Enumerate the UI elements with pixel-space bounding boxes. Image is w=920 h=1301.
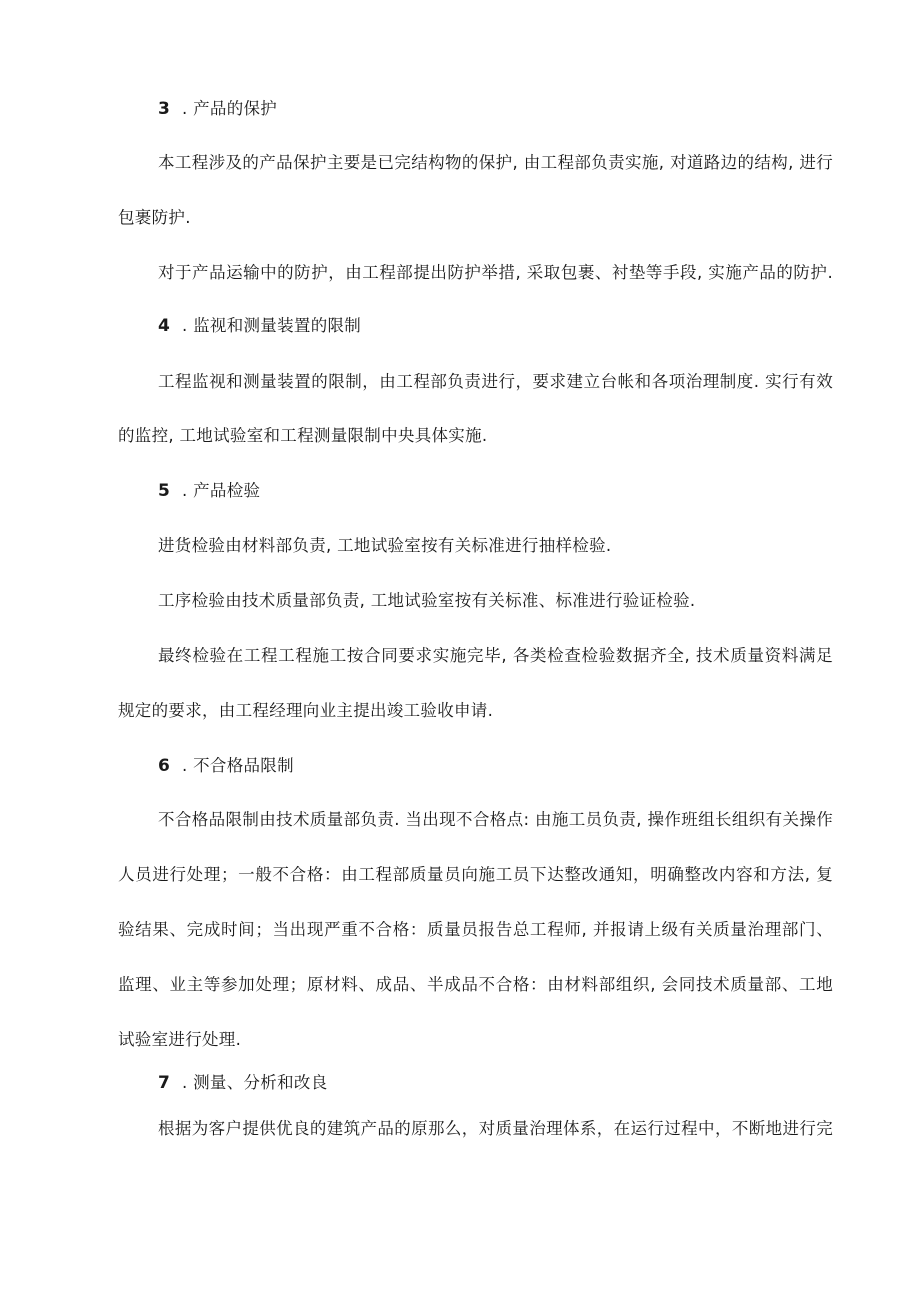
section-heading-6 (158, 754, 833, 778)
paragraph-line: 规定的要求，由工程经理向业主提出竣工验收申请. (118, 701, 494, 720)
section-title: . 监视和测量装置的限制 (182, 316, 362, 335)
section-title: . 测量、分析和改良 (182, 1073, 328, 1092)
section-heading-5 (158, 479, 833, 503)
section-number: 4 (158, 316, 171, 336)
paragraph-line: 工程监视和测量装置的限制，由工程部负责进行，要求建立台帐和各项治理制度. 实行有效 (158, 372, 833, 391)
section-heading-4 (158, 314, 833, 338)
paragraph-line: 监理、业主等参加处理；原材料、成品、半成品不合格：由材料部组织, 会同技术质量部、工地 (118, 975, 833, 994)
paragraph-line: 包裹防护. (118, 208, 191, 227)
paragraph-line: 不合格品限制由技术质量部负责. 当出现不合格点: 由施工员负责, 操作班组长组织有关操作 (158, 810, 833, 829)
section-number: 3 (158, 99, 171, 119)
paragraph-line: 试验室进行处理. (118, 1030, 242, 1049)
section-heading-7 (158, 1071, 833, 1095)
section-title: . 产品的保护 (182, 99, 278, 118)
section-heading-3 (158, 97, 833, 121)
section-title: . 不合格品限制 (182, 756, 294, 775)
paragraph-line: 进货检验由材料部负责, 工地试验室按有关标准进行抽样检验. (158, 536, 612, 555)
section-title: . 产品检验 (182, 481, 261, 500)
section-number: 5 (158, 481, 171, 501)
section-number: 6 (158, 756, 171, 776)
paragraph-line: 最终检验在工程工程施工按合同要求实施完毕, 各类检查检验数据齐全, 技术质量资料满足 (158, 646, 833, 665)
paragraph-line: 工序检验由技术质量部负责, 工地试验室按有关标准、标准进行验证检验. (158, 591, 696, 610)
paragraph-line: 对于产品运输中的防护，由工程部提出防护举措, 采取包裹、衬垫等手段, 实施产品的防护. (158, 263, 833, 282)
section-number: 7 (158, 1073, 171, 1093)
paragraph-line: 的监控, 工地试验室和工程测量限制中央具体实施. (118, 426, 488, 445)
paragraph-line: 根据为客户提供优良的建筑产品的原那么，对质量治理体系，在运行过程中，不断地进行完 (158, 1119, 833, 1138)
paragraph-line: 本工程涉及的产品保护主要是已完结构物的保护, 由工程部负责实施, 对道路边的结构, 进行 (158, 153, 833, 172)
paragraph-line: 人员进行处理；一般不合格：由工程部质量员向施工员下达整改通知，明确整改内容和方法, 复 (118, 865, 833, 884)
paragraph-line: 验结果、完成时间；当出现严重不合格：质量员报告总工程师, 并报请上级有关质量治理部门、 (118, 920, 833, 939)
